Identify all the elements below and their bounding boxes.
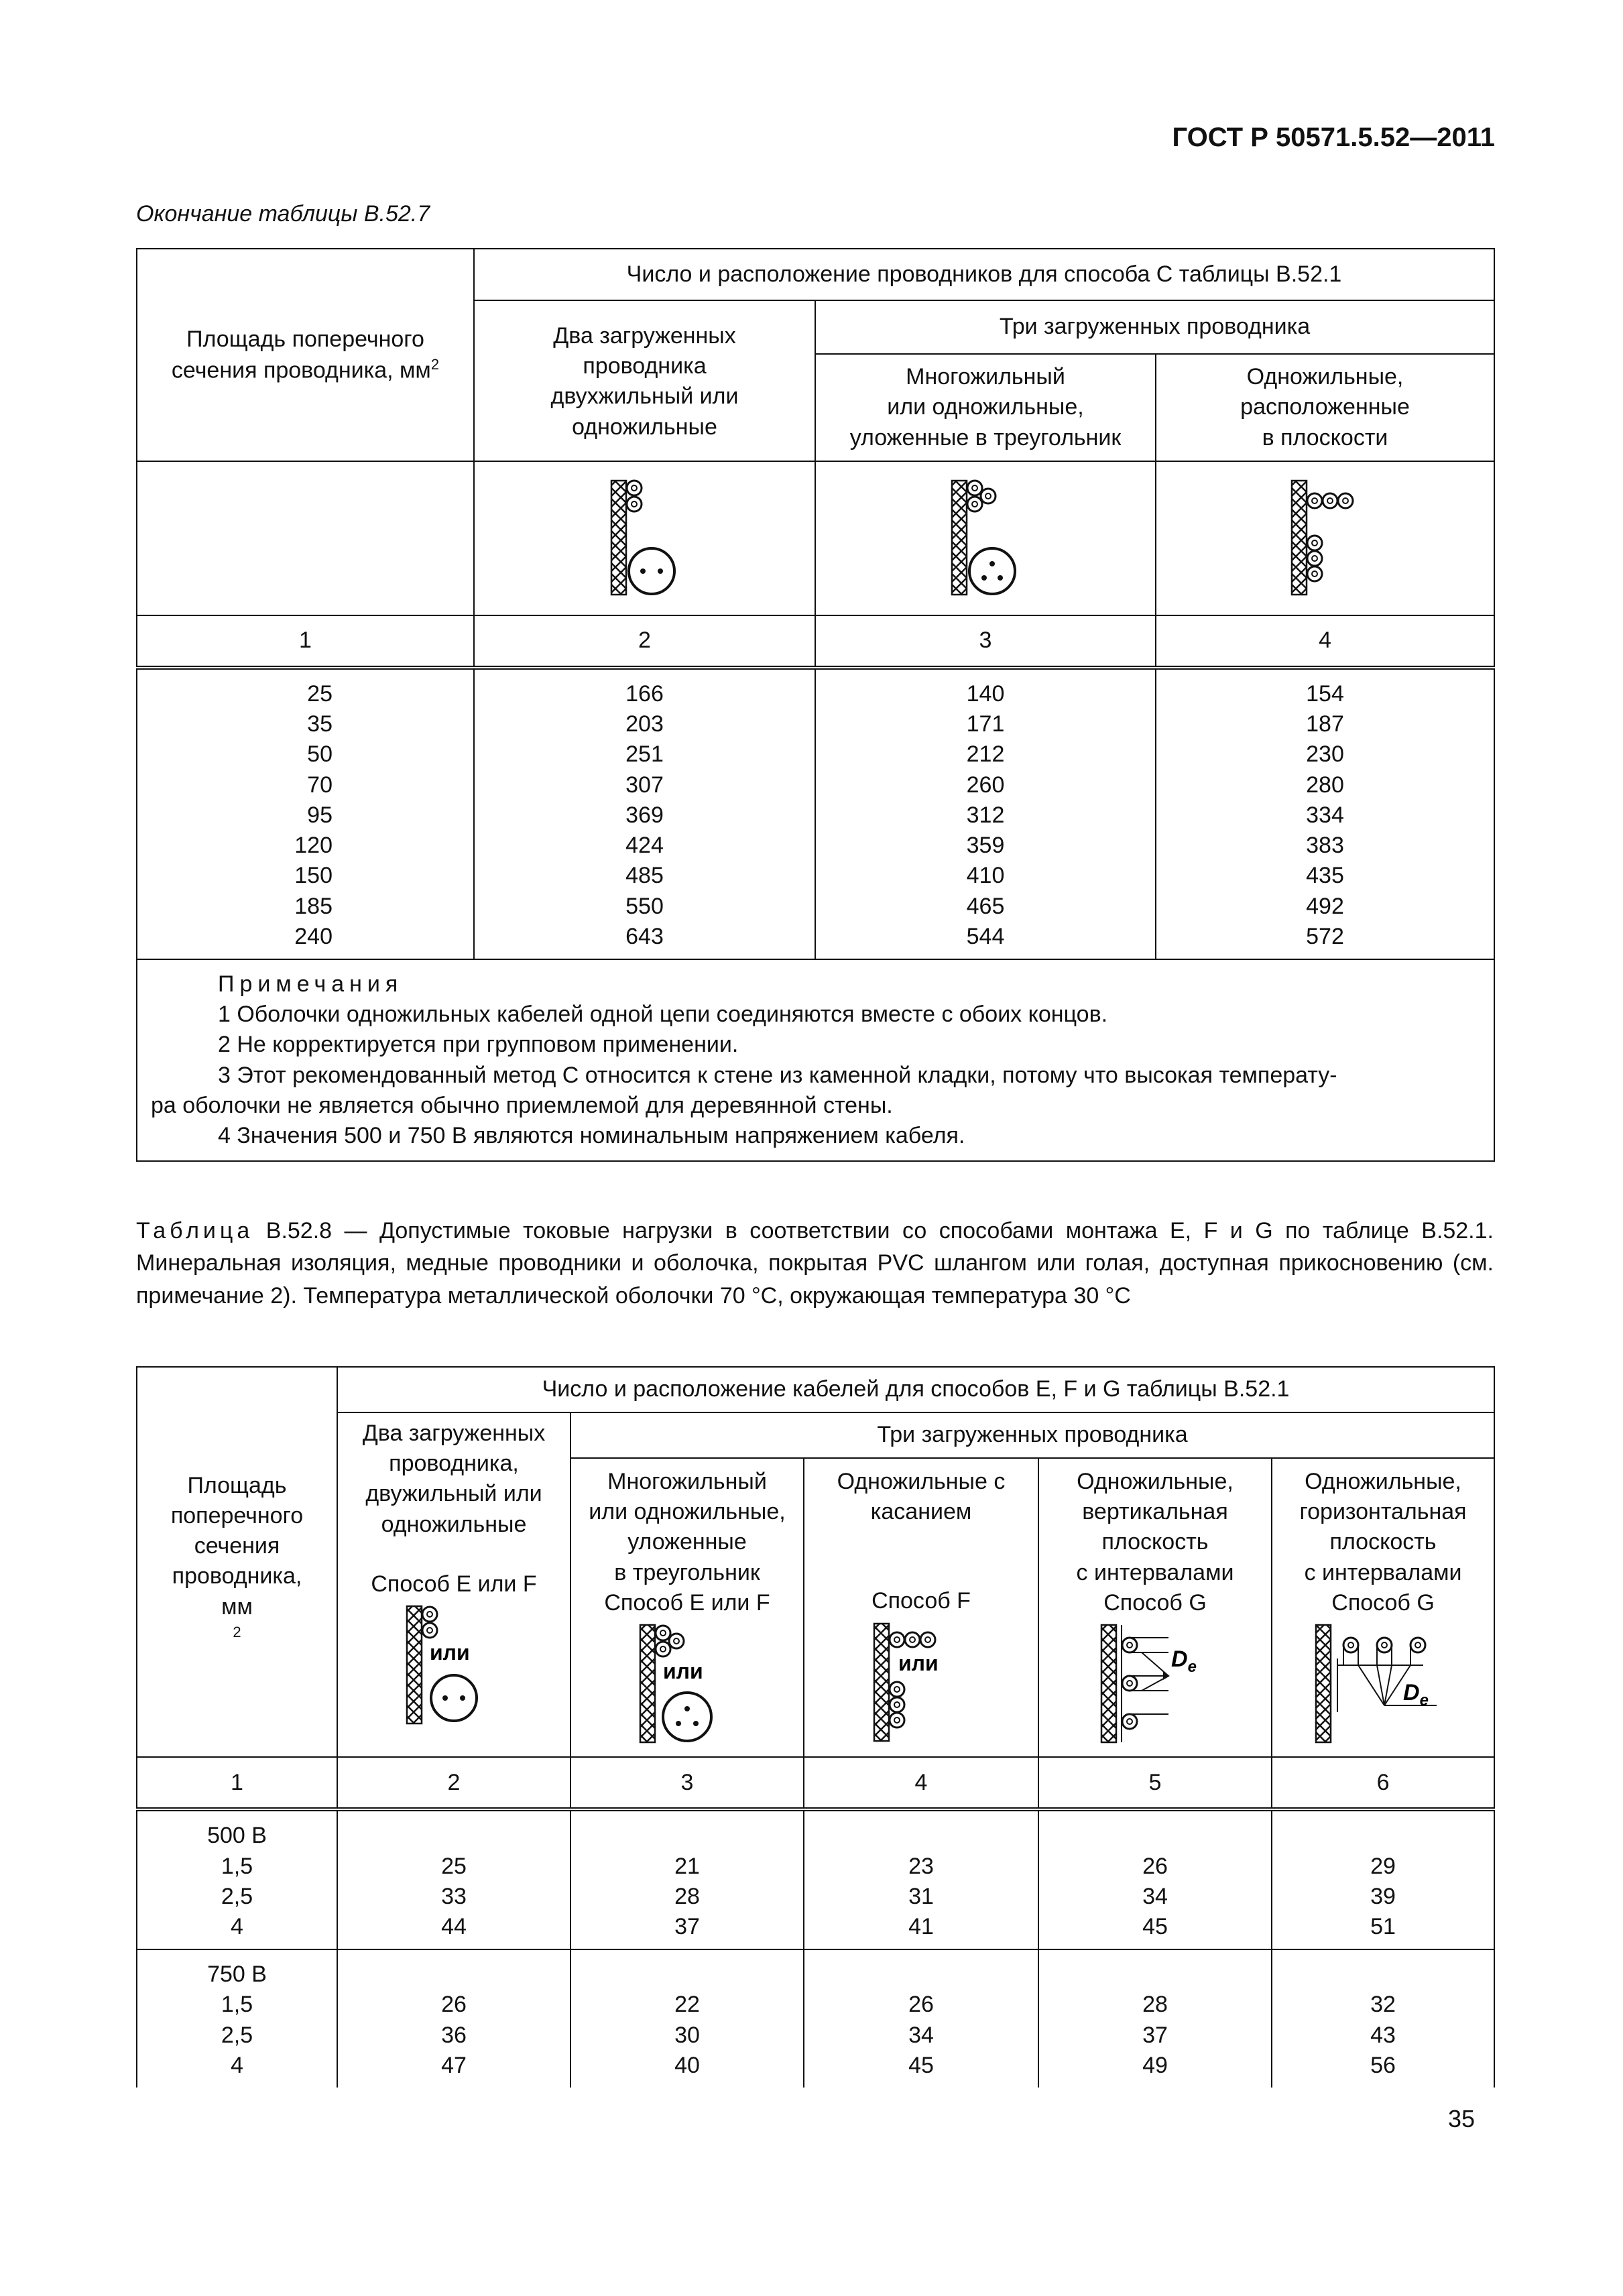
note-1: 1 Оболочки одножильных кабелей одной цепи соединяются вместе с обоих концов. xyxy=(218,1002,1108,1028)
t2-750v-col3: 22 30 40 xyxy=(570,1949,804,2088)
or-label: или xyxy=(898,1650,939,1675)
t2-colnum-1: 1 xyxy=(137,1757,337,1809)
t1-colnum-1: 1 xyxy=(137,615,474,668)
t2-area-header: Площадь поперечного сечения проводника, мм $^2$ xyxy=(137,1367,337,1757)
t2-three-header: Три загруженных проводника xyxy=(570,1412,1494,1458)
t1-diagram-flat xyxy=(1156,461,1494,615)
document-code: ГОСТ Р 50571.5.52—2011 xyxy=(1172,123,1495,152)
t2-500v-col6: 29 39 51 xyxy=(1272,1809,1494,1949)
t1-col4-values: 154 187 230 280 334 383 435 492 572 xyxy=(1156,668,1494,959)
notes-title: Примечания xyxy=(218,971,404,997)
wall-vertical-spaced-icon xyxy=(1081,1618,1229,1746)
svg-text:De: $D_e$ xyxy=(1403,1680,1429,1710)
t1-col3-values: 140 171 212 260 312 359 410 465 544 xyxy=(815,668,1156,959)
t1-col3-header: Многожильный или одножильные, уложенные в треугольник xyxy=(815,354,1156,461)
t1-area-values: 25 35 50 70 95 120 150 185 240 xyxy=(137,668,474,959)
t1-three-header: Три загруженных проводника xyxy=(815,300,1494,354)
t2-col3-header: Многожильный или одножильные, уложенные в треугольник Способ Е или F или xyxy=(570,1458,804,1757)
note-3: 3 Этот рекомендованный метод С относится к стене из каменной кладки, потому что высокая температу- xyxy=(218,1062,1337,1088)
wall-horizontal-spaced-icon xyxy=(1309,1618,1457,1746)
t1-colnum-4: 4 xyxy=(1156,615,1494,668)
t1-diagram-triangle xyxy=(815,461,1156,615)
t2-colnum-4: 4 xyxy=(804,1757,1038,1809)
table-b52-8 xyxy=(136,1366,1495,2088)
table-b52-8-caption: Таблица В.52.8 — Допустимые токовые нагрузки в соответствии со способами монтажа Е, F и G по таблице В.52.1. Минеральная изоляция, медные проводники и оболочка, покрытая PVC шлангом или голая, доступная прикосновению (см. примечание 2). Температура металлической оболочки 70 °С, окружающая температура 30 °С xyxy=(136,1218,1494,1309)
t2-750v-col4: 26 34 45 xyxy=(804,1949,1038,2088)
or-label: или xyxy=(430,1640,470,1665)
t1-col2-header: Два загруженных проводника двухжильный или одножильные xyxy=(474,300,815,461)
table-b52-7 xyxy=(136,248,1495,1162)
wall-flat-icon xyxy=(1285,471,1366,598)
t2-col2-header: Два загруженных проводника, двужильный или одножильные Способ Е или F или xyxy=(337,1412,570,1757)
t2-colnum-5: 5 xyxy=(1038,1757,1272,1809)
t1-col2-values: 166 203 251 307 369 424 485 550 643 xyxy=(474,668,815,959)
note-2: 2 Не корректируется при групповом применении. xyxy=(218,1032,739,1058)
t2-750v-col5: 28 37 49 xyxy=(1038,1949,1272,2088)
or-label: или xyxy=(663,1659,703,1684)
t2-500v-col4: 23 31 41 xyxy=(804,1809,1038,1949)
t2-750v-col2: 26 36 47 xyxy=(337,1949,570,2088)
t2-col5-header: Одножильные, вертикальная плоскость с интервалами Способ G $D_e$ xyxy=(1038,1458,1272,1757)
t2-col4-header: Одножильные с касанием Способ F или xyxy=(804,1458,1038,1757)
wall-trefoil-or-icon xyxy=(620,1618,754,1746)
wall-touching-or-icon xyxy=(854,1617,988,1744)
t1-group-header: Число и расположение проводников для способа С таблицы В.52.1 xyxy=(474,249,1494,300)
wall-two-conductor-icon xyxy=(605,471,685,598)
t2-500v-col2: 25 33 44 xyxy=(337,1809,570,1949)
t1-notes xyxy=(137,959,1494,1161)
note-3-continued: ра оболочки не является обычно приемлемой для деревянной стены. xyxy=(151,1092,893,1118)
t2-750v-col6: 32 43 56 xyxy=(1272,1949,1494,2088)
note-4: 4 Значения 500 и 750 В являются номинальным напряжением кабеля. xyxy=(218,1123,965,1149)
t1-colnum-3: 3 xyxy=(815,615,1156,668)
t1-colnum-2: 2 xyxy=(474,615,815,668)
t2-col6-header: Одножильные, горизонтальная плоскость с интервалами Способ G $D_e$ xyxy=(1272,1458,1494,1757)
table-continuation-title: Окончание таблицы В.52.7 xyxy=(136,201,430,227)
t1-col4-header: Одножильные, расположенные в плоскости xyxy=(1156,354,1494,461)
wall-two-conductor-or-icon xyxy=(387,1599,521,1727)
t2-group-header: Число и расположение кабелей для способов Е, F и G таблицы В.52.1 xyxy=(337,1367,1494,1412)
t2-colnum-6: 6 xyxy=(1272,1757,1494,1809)
t2-500v-area: 500 В 1,5 2,5 4 xyxy=(137,1809,337,1949)
t2-500v-col3: 21 28 37 xyxy=(570,1809,804,1949)
t1-diagram-two-conductors xyxy=(474,461,815,615)
page-number: 35 xyxy=(1448,2105,1476,2132)
wall-trefoil-icon xyxy=(945,471,1026,598)
t2-colnum-2: 2 xyxy=(337,1757,570,1809)
t2-750v-area: 750 В 1,5 2,5 4 xyxy=(137,1949,337,2088)
t2-colnum-3: 3 xyxy=(570,1757,804,1809)
svg-text:De: $D_e$ xyxy=(1171,1646,1197,1677)
t1-area-header: Площадь поперечного сечения проводника, $мм^2$ xyxy=(137,249,474,461)
t2-500v-col5: 26 34 45 xyxy=(1038,1809,1272,1949)
